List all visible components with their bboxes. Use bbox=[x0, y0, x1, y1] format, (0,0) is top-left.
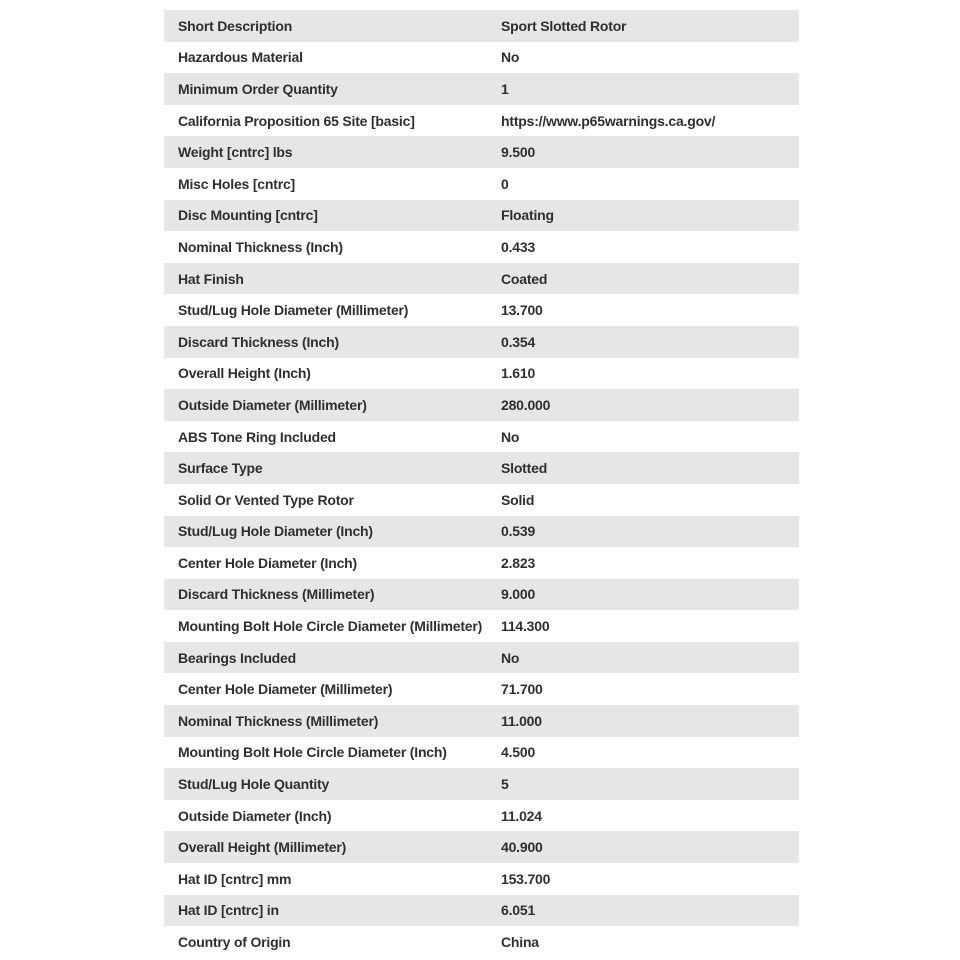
spec-value: 11.000 bbox=[501, 712, 542, 729]
spec-value: 114.300 bbox=[501, 618, 550, 635]
spec-row bbox=[164, 294, 799, 326]
spec-value: 5 bbox=[501, 776, 509, 793]
spec-label: Nominal Thickness (Millimeter) bbox=[178, 712, 379, 729]
spec-value: 0.539 bbox=[501, 523, 536, 540]
spec-row bbox=[164, 831, 799, 863]
spec-row bbox=[164, 263, 799, 295]
spec-row bbox=[164, 73, 799, 105]
spec-label: Hat ID [cntrc] in bbox=[178, 902, 279, 919]
spec-label: Center Hole Diameter (Millimeter) bbox=[178, 681, 393, 698]
spec-label: Surface Type bbox=[178, 460, 263, 477]
spec-row bbox=[164, 484, 799, 516]
spec-value: 2.823 bbox=[501, 554, 536, 571]
spec-value: 6.051 bbox=[501, 902, 536, 919]
spec-row bbox=[164, 389, 799, 421]
spec-label: Minimum Order Quantity bbox=[178, 80, 338, 97]
spec-value: 1 bbox=[501, 80, 509, 97]
spec-value: Slotted bbox=[501, 460, 548, 477]
spec-row bbox=[164, 42, 799, 74]
spec-row bbox=[164, 895, 799, 927]
spec-label: California Proposition 65 Site [basic] bbox=[178, 112, 415, 129]
spec-label: Discard Thickness (Millimeter) bbox=[178, 586, 375, 603]
spec-row bbox=[164, 136, 799, 168]
spec-value: No bbox=[501, 428, 520, 445]
spec-value: Sport Slotted Rotor bbox=[501, 17, 627, 34]
spec-label: Center Hole Diameter (Inch) bbox=[178, 554, 357, 571]
spec-value: 13.700 bbox=[501, 302, 543, 319]
spec-label: Hat Finish bbox=[178, 270, 244, 287]
spec-label: Overall Height (Inch) bbox=[178, 365, 311, 382]
spec-row bbox=[164, 200, 799, 232]
spec-value: Floating bbox=[501, 207, 554, 224]
spec-label: Weight [cntrc] lbs bbox=[178, 144, 293, 161]
spec-row bbox=[164, 579, 799, 611]
spec-row bbox=[164, 642, 799, 674]
spec-label: Nominal Thickness (Inch) bbox=[178, 238, 343, 255]
spec-row bbox=[164, 516, 799, 548]
spec-label: Hazardous Material bbox=[178, 49, 303, 66]
spec-value: 0 bbox=[501, 175, 509, 192]
spec-value: 9.000 bbox=[501, 586, 536, 603]
spec-row bbox=[164, 452, 799, 484]
spec-label: Discard Thickness (Inch) bbox=[178, 333, 339, 350]
spec-value: 0.354 bbox=[501, 333, 536, 350]
spec-label: Stud/Lug Hole Quantity bbox=[178, 776, 330, 793]
spec-row bbox=[164, 105, 799, 137]
spec-label: Short Description bbox=[178, 17, 293, 34]
spec-row bbox=[164, 326, 799, 358]
spec-label: Overall Height (Millimeter) bbox=[178, 839, 347, 856]
spec-label: Stud/Lug Hole Diameter (Inch) bbox=[178, 523, 373, 540]
spec-value: 4.500 bbox=[501, 744, 536, 761]
spec-label: Stud/Lug Hole Diameter (Millimeter) bbox=[178, 302, 409, 319]
specification-table-body bbox=[164, 10, 799, 958]
spec-label: Outside Diameter (Inch) bbox=[178, 807, 332, 824]
spec-row bbox=[164, 768, 799, 800]
specification-table bbox=[164, 10, 799, 958]
spec-value: 9.500 bbox=[501, 144, 536, 161]
spec-label: Country of Origin bbox=[178, 934, 291, 951]
spec-label: Outside Diameter (Millimeter) bbox=[178, 396, 367, 413]
spec-row bbox=[164, 737, 799, 769]
spec-label: Bearings Included bbox=[178, 649, 296, 666]
spec-value: Coated bbox=[501, 270, 548, 287]
spec-value: 1.610 bbox=[501, 365, 536, 382]
spec-label: Solid Or Vented Type Rotor bbox=[178, 491, 354, 508]
spec-row bbox=[164, 231, 799, 263]
spec-label: Misc Holes [cntrc] bbox=[178, 175, 295, 192]
spec-label: Disc Mounting [cntrc] bbox=[178, 207, 318, 224]
spec-row bbox=[164, 800, 799, 832]
spec-value: Solid bbox=[501, 491, 535, 508]
spec-row bbox=[164, 421, 799, 453]
spec-value: 71.700 bbox=[501, 681, 543, 698]
spec-label: Mounting Bolt Hole Circle Diameter (Inch) bbox=[178, 744, 447, 761]
spec-row bbox=[164, 547, 799, 579]
spec-row bbox=[164, 168, 799, 200]
spec-row bbox=[164, 926, 799, 958]
spec-row bbox=[164, 358, 799, 390]
spec-row bbox=[164, 673, 799, 705]
spec-value: No bbox=[501, 649, 520, 666]
spec-value: 0.433 bbox=[501, 238, 536, 255]
spec-value: 153.700 bbox=[501, 870, 551, 887]
spec-value: 40.900 bbox=[501, 839, 543, 856]
spec-label: ABS Tone Ring Included bbox=[178, 428, 336, 445]
spec-label: Mounting Bolt Hole Circle Diameter (Millimeter) bbox=[178, 618, 483, 635]
spec-row bbox=[164, 863, 799, 895]
spec-value: 280.000 bbox=[501, 396, 551, 413]
spec-value: 11.024 bbox=[501, 807, 542, 824]
spec-value: No bbox=[501, 49, 520, 66]
spec-row bbox=[164, 705, 799, 737]
spec-value: China bbox=[501, 934, 539, 951]
spec-row bbox=[164, 610, 799, 642]
spec-value: https://www.p65warnings.ca.gov/ bbox=[501, 112, 716, 129]
spec-row bbox=[164, 10, 799, 42]
spec-label: Hat ID [cntrc] mm bbox=[178, 870, 292, 887]
